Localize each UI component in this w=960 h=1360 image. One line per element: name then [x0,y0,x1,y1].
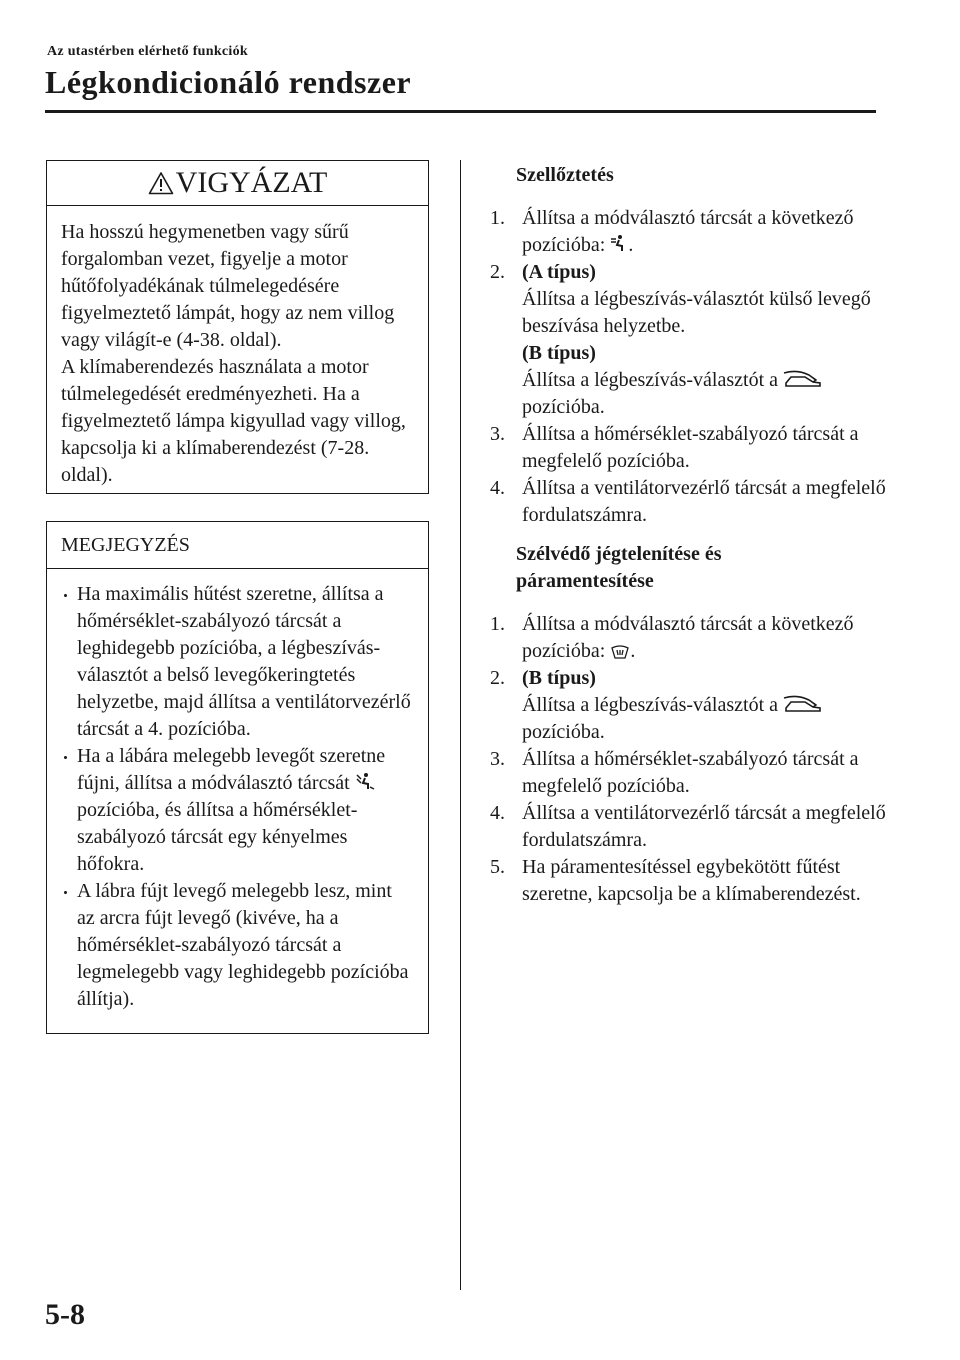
step-text: pozícióba. [522,721,605,743]
ventilation-step [490,259,890,421]
step-text: Állítsa a módválasztó tárcsát a következő pozícióba: [522,207,854,256]
vent-face-icon [610,234,628,254]
warning-body [47,206,428,499]
step-text: Állítsa a légbeszívás-választót külső levegő beszívása helyzetbe. [522,288,871,337]
step-end: . [628,234,634,256]
warning-header [47,161,428,206]
defrost-step [490,746,890,800]
outside-air-car-icon [783,369,823,389]
ventilation-step [490,475,890,529]
note-bullet: Ha maximális hűtést szeretne, állítsa a hőmérséklet-szabályozó tárcsát a leghidegebb pozícióba, a légbeszívás-választót a belső levegőkeringtetés helyzetbe, majd állítsa a ventilátorvezérlő tárcsát a 4. pozícióba. [61,581,414,743]
step-text: Állítsa a módválasztó tárcsát a következő pozícióba: [522,613,854,662]
note-bullet-text: Ha a lábára melegebb levegőt szeretne fújni, állítsa a módválasztó tárcsát [77,745,386,794]
step-number: 1. [490,207,505,229]
warning-title: VIGYÁZAT [175,166,328,199]
step-number: 3. [490,748,505,770]
type-b-label: (B típus) [522,667,596,689]
defrost-step [490,611,890,665]
column-divider [460,160,461,1290]
step-text: Ha páramentesítéssel egybekötött fűtést szeretne, kapcsolja be a klímaberendezést. [522,856,861,905]
defrost-step [490,665,890,746]
ventilation-section [490,162,890,529]
step-text: Állítsa a ventilátorvezérlő tárcsát a megfelelő fordulatszámra. [522,477,886,526]
step-end: . [630,640,636,662]
defrost-step [490,854,890,908]
type-a-label: (A típus) [522,261,596,283]
note-bullet [61,743,414,878]
warning-paragraph: Ha hosszú hegymenetben vagy sűrű forgalomban vezet, figyelje a motor hűtőfolyadékának túlmelegedésére figyelmeztető lámpát, hogy az nem villog vagy világít-e (4-38. oldal). [61,221,395,351]
vent-feet-icon [355,772,375,792]
note-header: MEGJEGYZÉS [47,522,428,569]
defrost-step [490,800,890,854]
title-rule [45,110,876,113]
warning-box [46,160,429,494]
page-title: Légkondicionáló rendszer [45,64,412,100]
outside-air-car-icon [783,694,823,714]
type-b-label: (B típus) [522,342,596,364]
warning-paragraph: A klímaberendezés használata a motor túlmelegedését eredményezheti. Ha a figyelmeztető lámpa kigyullad vagy villog, kapcsolja ki a klímaberendezést (7-28. oldal). [61,356,406,486]
note-bullet-text: pozícióba, és állítsa a hőmérséklet-szabályozó tárcsát egy kényelmes hőfokra. [77,799,358,875]
note-body [47,569,428,1023]
note-box [46,521,429,1034]
section-label: Az utastérben elérhető funkciók [47,44,248,59]
step-text: Állítsa a hőmérséklet-szabályozó tárcsát a megfelelő pozícióba. [522,748,859,797]
step-number: 5. [490,856,505,878]
defrost-title: Szélvédő jégtelenítése és [516,543,722,565]
ventilation-step [490,421,890,475]
step-text: Állítsa a hőmérséklet-szabályozó tárcsát a megfelelő pozícióba. [522,423,859,472]
step-number: 4. [490,477,505,499]
step-text: Állítsa a légbeszívás-választót a [522,694,779,716]
warning-triangle-icon [148,171,174,195]
defrost-icon [610,642,630,660]
step-text: pozícióba. [522,396,605,418]
step-number: 1. [490,613,505,635]
ventilation-step [490,205,890,259]
step-number: 2. [490,261,505,283]
defrost-title: páramentesítése [516,570,654,592]
ventilation-title: Szellőztetés [516,164,614,186]
step-number: 3. [490,423,505,445]
page-number: 5-8 [45,1298,85,1331]
step-text: Állítsa a légbeszívás-választót a [522,369,779,391]
note-bullet: A lábra fújt levegő melegebb lesz, mint az arcra fújt levegő (kivéve, ha a hőmérséklet-szabályozó tárcsát a legmelegebb vagy leghidegebb pozícióba állítja). [61,878,414,1013]
defrost-section [490,541,890,908]
step-number: 2. [490,667,505,689]
step-number: 4. [490,802,505,824]
step-text: Állítsa a ventilátorvezérlő tárcsát a megfelelő fordulatszámra. [522,802,886,851]
